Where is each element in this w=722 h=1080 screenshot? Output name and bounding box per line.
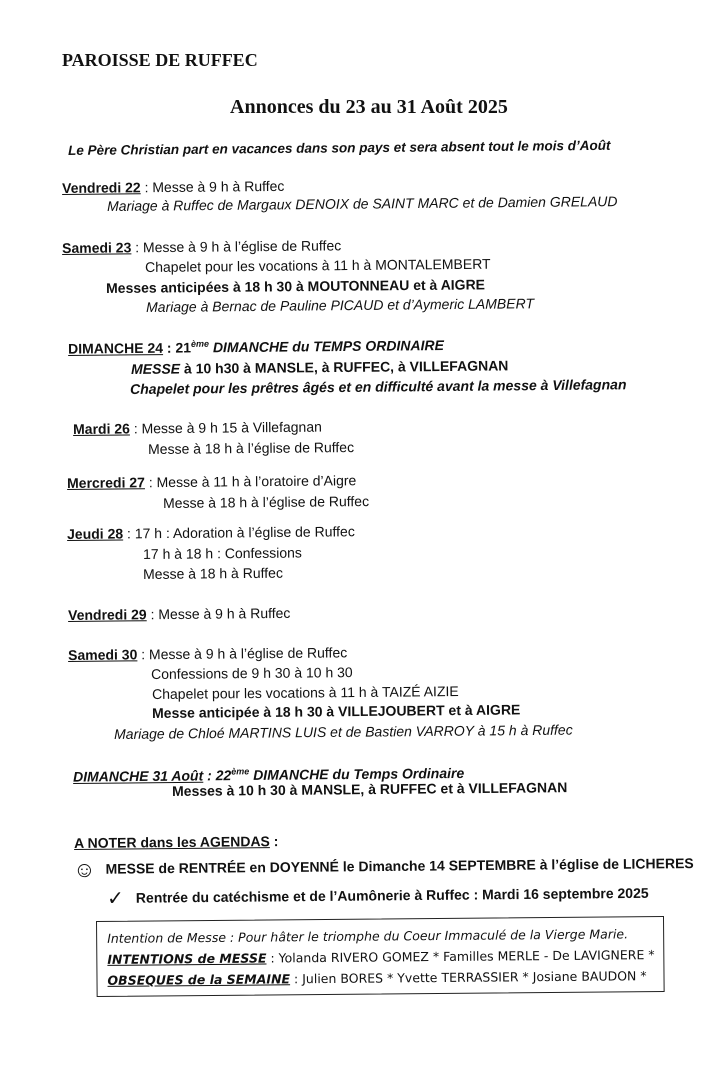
day-line: Messe anticipée à 18 h 30 à VILLEJOUBERT et à AIGRE — [152, 701, 521, 721]
day-label: Jeudi 28 — [67, 525, 124, 542]
day-line: Chapelet pour les vocations à 11 h à MONTALEMBERT — [145, 255, 491, 275]
superscript: ème — [190, 338, 210, 349]
day-vendredi-29 — [68, 605, 290, 623]
notes-heading-suffix: : — [269, 833, 279, 850]
day-label: Mercredi 27 — [67, 474, 145, 491]
day-label: DIMANCHE 31 Août — [73, 767, 204, 785]
day-text: : Messe à 9 h 15 à Villefagnan — [129, 418, 322, 437]
day-text: : Messe à 9 h à Ruffec — [140, 177, 285, 196]
day-text: DIMANCHE du Temps Ordinaire — [249, 764, 465, 783]
day-line: 17 h à 18 h : Confessions — [143, 544, 302, 562]
day-label: DIMANCHE 24 — [68, 339, 164, 357]
day-vendredi-22 — [62, 178, 284, 196]
day-dimanche-24 — [68, 336, 444, 356]
day-line: Messes anticipées à 18 h 30 à MOUTONNEAU et à AIGRE — [106, 276, 486, 296]
day-line: Messe à 18 h à Ruffec — [143, 564, 283, 582]
day-text: : Messe à 9 h à l’église de Ruffec — [137, 644, 348, 663]
intentions-label: INTENTIONS de MESSE — [107, 950, 267, 967]
day-mercredi-27 — [67, 472, 356, 491]
day-text: : Messe à 9 h à l’église de Ruffec — [131, 237, 342, 256]
day-line — [131, 357, 508, 377]
day-text: : 17 h : Adoration à l’église de Ruffec — [123, 523, 355, 542]
day-text: DIMANCHE du TEMPS ORDINAIRE — [208, 337, 444, 356]
day-mardi-26 — [73, 419, 322, 437]
messe-word: MESSE — [131, 360, 181, 377]
notes-heading-text: A NOTER dans les AGENDAS — [74, 833, 270, 851]
intention-line: Intention de Messe : Pour hâter le triomphe du Coeur Immaculé de la Vierge Marie. — [107, 926, 629, 946]
day-label: Vendredi 22 — [62, 179, 141, 196]
day-line: Mariage à Ruffec de Margaux DENOIX de SAINT MARC et de Damien GRELAUD — [107, 193, 618, 214]
subtitle-note: Le Père Christian part en vacances dans son pays et sera absent tout le mois d’Août — [68, 137, 611, 158]
day-line: Confessions de 9 h 30 à 10 h 30 — [151, 664, 353, 682]
day-text: : 21 — [162, 339, 192, 356]
intentions-line — [107, 947, 654, 967]
day-line: Mariage de Chloé MARTINS LUIS et de Bastien VARROY à 15 h à Ruffec — [114, 721, 573, 742]
day-label: Vendredi 29 — [68, 606, 147, 623]
day-line: Messe à 18 h à l’église de Ruffec — [163, 493, 370, 511]
day-line: Chapelet pour les vocations à 11 h à TAIZÉ AIZIE — [152, 683, 459, 702]
day-label: Mardi 26 — [73, 420, 130, 437]
day-label: Samedi 23 — [62, 239, 132, 256]
superscript: ème — [231, 766, 250, 777]
messe-rest: à 10 h30 à MANSLE, à RUFFEC, à VILLEFAGNAN — [180, 357, 509, 377]
obseques-label: OBSEQUES de la SEMAINE — [107, 971, 291, 988]
note-item-2 — [107, 881, 649, 911]
day-samedi-23 — [62, 237, 341, 256]
note-text: Rentrée du catéchisme et de l’Aumônerie à Ruffec : Mardi 16 septembre 2025 — [135, 884, 649, 906]
day-line: Messes à 10 h 30 à MANSLE, à RUFFEC et à VILLEFAGNAN — [172, 779, 568, 799]
note-text: MESSE de RENTRÉE en DOYENNÉ le Dimanche 14 SEPTEMBRE à l’église de LICHERES — [105, 855, 694, 877]
day-line: Chapelet pour les prêtres âgés et en difficulté avant la messe à Villefagnan — [130, 376, 627, 397]
parish-name: PAROISSE DE RUFFEC — [62, 50, 258, 70]
day-line: Mariage à Bernac de Pauline PICAUD et d’Aymeric LAMBERT — [146, 295, 535, 315]
intentions-box — [96, 916, 665, 997]
notes-heading — [74, 833, 278, 851]
day-text: : 22 — [203, 767, 232, 784]
day-label: Samedi 30 — [68, 646, 138, 663]
intentions-text: : Yolanda RIVERO GOMEZ * Familles MERLE - De LAVIGNERE * — [266, 947, 655, 966]
obseques-text: : Julien BORES * Yvette TERRASSIER * Josiane BAUDON * — [289, 968, 647, 987]
day-line: Messe à 18 h à l’église de Ruffec — [148, 439, 355, 457]
note-item-1 — [73, 851, 694, 883]
smiley-icon: ☺ — [73, 856, 96, 882]
page-title: Annonces du 23 au 31 Août 2025 — [230, 96, 508, 118]
day-text: : Messe à 11 h à l’oratoire d’Aigre — [144, 472, 357, 491]
day-jeudi-28 — [67, 523, 355, 542]
obseques-line — [107, 968, 646, 988]
day-text: : Messe à 9 h à Ruffec — [146, 604, 291, 623]
day-samedi-30 — [68, 644, 347, 663]
checkmark-icon: ✓ — [107, 887, 124, 910]
